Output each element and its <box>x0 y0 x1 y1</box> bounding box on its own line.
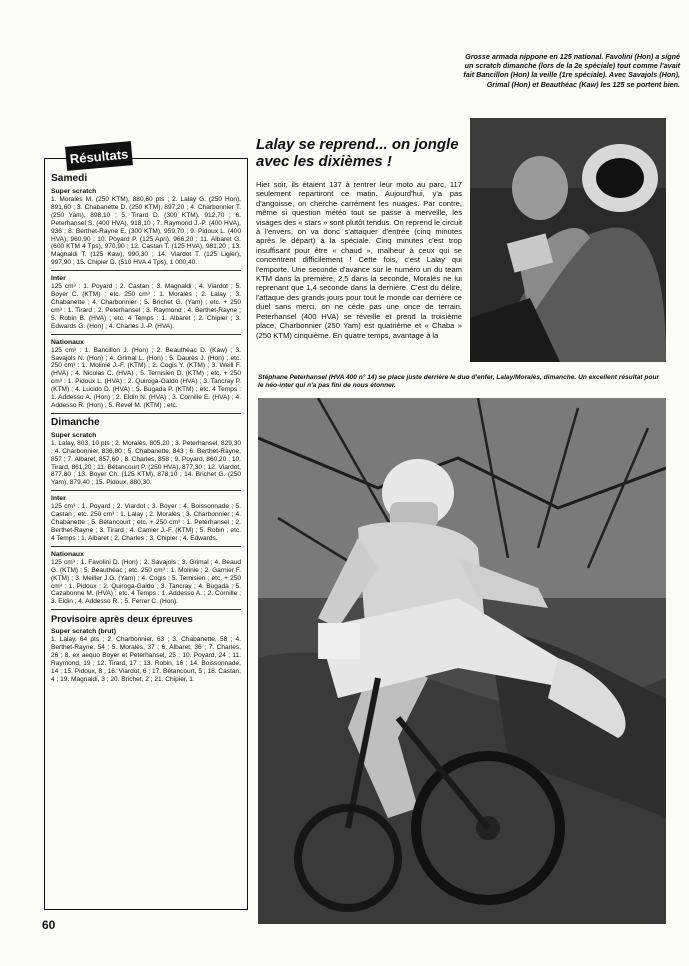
main-photo-caption: Stéphane Peterhansel (HVA 400 n° 14) se place juste derrière le duo d'enfer, Lalay/Moralès, dimanche. Un excellent résultat pour le néo-inter qui n'a pas fini de nous étonner. <box>258 374 660 390</box>
dimanche-super-scratch: 1. Lalay, 803, 10 pts ; 2. Moralès, 805,20 ; 3. Peterhansel, 829,30 ; 4. Charbonnier, 836,80 ; 5. Chabanette, 843 ; 6. Berthet-Rayne, 857 ; 7. Albaret, 857,60 ; 8. Charles, 858 ; 9. Poyard, 860,20 ; 10. Tirard, 861,20 ; 11. Bétancourt P. (250 HVA), 877,30 ; 12. Viardot, 877,80 ; 13. Boyer Ch. (125 KTM), 878,10 ; 14. Brichet G. (250 Yam), 879,40 ; 15. Pidoux, 880,30. <box>51 439 241 487</box>
dimanche-nationaux: 125 cm³ : 1. Favolini D. (Hon) ; 2. Savajols ; 3. Grimal ; 4. Beaud G. (KTM) ; 5. Beauthéac ; etc. 250 cm³ : 1. Molinie ; 2. Garnier F. (KTM) ; 3. Meiller J.G. (Yam) ; 4. Cogis ; 5. Ternisien ; etc. + 250 cm³ : 1. Pidoux ; 2. Quiroga-Galdo ; 3. Tancray ; 4. Bugada ; 5. Cazabonne M. (HVA) ; etc. 4 Temps : 1. Addesso A. ; 2. Cornille ; 3. Eldin ; 4. Addesso R. ; 5. Ferrer C. (Hon). <box>51 558 241 606</box>
photo-riders-helmets-image <box>470 118 666 362</box>
samedi-super-scratch: 1. Moralès M. (250 KTM), 880,60 pts ; 2. Lalay G. (250 Hon), 891,60 ; 3. Chabanette D. (250 KTM), 897,20 ; 4. Charbonnier T. (250 Yam), 898,10 ; 5. Tirard D. (300 KTM), 912,70 ; 6. Peterhansel S. (400 HVA), 918,10 ; 7. Raymond J.-P. (400 HVA), 936 ; 8. Berthet-Rayne E. (300 KTM), 959,70 ; 9. Pidoux L. (400 HVA), 960,90 ; 10. Poyard P. (125 Apri), 966,20 ; 11. Albaret G. (600 KTM 4 Tps), 970,90 ; 12. Castan T. (125 HVA), 981,20 ; 13. Magnaldi T. (125 Kaw), 990,30 ; 14. Viardot T. (125 Ligier), 997,90 ; 15. Chipier D. (510 HVA 4 Tps), 1 000,40. <box>51 196 241 267</box>
samedi-title: Samedi <box>51 173 88 184</box>
photo-riders-helmets <box>470 118 666 362</box>
divider <box>51 546 241 547</box>
photo-peterhansel-rider <box>258 398 666 924</box>
dimanche-nationaux-title: Nationaux <box>51 550 84 558</box>
provisoire-subtitle: Super scratch (brut) <box>51 628 116 636</box>
samedi-super-scratch-title: Super scratch <box>51 188 97 195</box>
dimanche-title: Dimanche <box>51 416 100 428</box>
provisoire-standings: 1. Lalay, 64 pts ; 2. Charbonnier, 63 ; 3. Chabanette, 58 ; 4. Berthet-Rayne, 54 ; 5. Moralès, 37 ; 6. Albaret, 36 ; 7. Charles, 26 ; 8. ex aequo Boyer et Peterhansel, 25 ; 10. Poyard, 24 ; 11. Raymond, 19 ; 12. Tirard, 17 ; 13. Robin, 16 ; 14. Boissonnade, 14 ; 15. Pidoux, 8 ; 16. Viardot, 6 ; 17. Bétancourt, 5 ; 18. Castan, 4 ; 19. Magnaldi, 3 ; 20. Brichet, 2 ; 21. Chipier, 1. <box>51 636 241 683</box>
divider <box>51 270 241 271</box>
divider <box>51 334 241 335</box>
top-photo-caption: Grosse armada nippone en 125 national. Favolini (Hon) a signé un scratch dimanche (lors de la 2e spéciale) tout comme l'avait fait Bancillon (Hon) la veille (1re spéciale). Avec Savajols (Hon), Grimal (Hon) et Beauthéac (Kaw) les 125 se portent bien. <box>463 52 680 89</box>
samedi-nationaux-title: Nationaux <box>51 338 84 346</box>
photo-peterhansel-rider-image <box>258 398 666 924</box>
article-body: Hier soir, ils étaient 137 à rentrer leur moto au parc, 117 seulement repartiront ce matin. Aujourd'hui, y'a pas d'angoisse, on cherche carrément les nuages. Par contre, même si question météo tout se passe à merveille, les visages des « stars » sont plutôt tendus. On reprend le circuit à l'envers, on va donc s'attaquer d'entrée (cinq minutes après le départ) à la spéciale. Cinq minutes c'est trop insuffisant pour être « chaud », malheur à ceux qui se concentrent difficilement ! Cette fois, c'est Lalay qui l'emporte. Une seconde d'avance sur le numéro un du team KTM dans la première, 2,5 dans la seconde, Moralès ne lui reprenant que 1,4 seconde dans la dernière. C'est du délire, l'attaque des grands jours pour tout le monde car derrière ce duel sans merci, on ne cède pas une once de terrain. Peterhansel (400 HVA) se réveille et prend la troisième place, Charbonnier (250 Yam) est quatrième et « Chaba » (250 KTM) cinquième. En quatre temps, avantage à la <box>256 180 462 340</box>
samedi-inter-title: Inter <box>51 275 66 283</box>
divider <box>51 609 241 610</box>
dimanche-super-scratch-title: Super scratch <box>51 431 97 439</box>
dimanche-inter: 125 cm³ : 1. Poyard ; 2. Viardot ; 3. Boyer ; 4. Boissonnade ; 5. Castan ; etc. 250 cm³ : 1. Lalay ; 2. Moralès ; 3. Charbonnier ; 4. Chabanette ; 5. Bétancourt ; etc. + 250 cm³ : 1. Peterhansel ; 2. Berthet-Rayne ; 3. Tirard ; 4. Camier J.-F. (KTM) ; 5. Robin ; etc. 4 Temps : 1. Albaret ; 2. Charles ; 3. Chipier ; 4. Edwards. <box>51 503 241 542</box>
samedi-inter: 125 cm³ : 1. Poyard ; 2. Castan ; 3. Magnaldi ; 4. Viardot ; 5. Boyer C. (KTM) ; etc. 250 cm³ : 1. Moralès ; 2. Lalay ; 3. Chabanette ; 4. Charbonnier ; 5. Brichet G. (Yam) ; etc. + 250 cm³ : 1. Tirard ; 2. Peterhansel ; 3. Raymond ; 4. Berthet-Rayne ; 5. Robin B. (HVA) ; etc. 4 Temps : 1. Albaret ; 2. Chipier ; 3. Edwards G. (Hon) ; 4. Charles J.-P. (HVA). <box>51 283 241 330</box>
provisoire-title: Provisoire après deux épreuves <box>51 613 193 625</box>
page-number: 60 <box>42 918 56 932</box>
article-headline: Lalay se reprend... on jongle avec les dixièmes ! <box>256 136 459 170</box>
divider <box>51 490 241 491</box>
samedi-nationaux: 125 cm³ : 1. Bancillon J. (Hon) ; 2. Beauthéac D. (Kaw) ; 3. Savajols N. (Hon) ; 4. Grimal L. (Hon) ; 5. Daurès J. (Hon) ; etc. 250 cm³ : 1. Molinié J.-F. (KTM) ; 2. Cogis Y. (KTM) ; 3. Weill F. (HVA) ; 4. Nicolas C. (HVA) ; 5. Ternisien D. (KTM) ; etc. + 250 cm³ : 1. Pidoux L. (HVA) ; 2. Quiroga-Galdo (HVA) ; 3. Tancray P. (KTM) ; 4. Lucido D. (HVA) ; 5. Bugada P. (KTM) ; etc. 4 Temps : 1. Addesso A. (Hon) ; 2. Eldin N. (HVA) ; 3. Cornille E. (HVA) ; 4. Addesso R. (Hon) ; 5. Revel M. (KTM) ; etc. <box>51 346 241 409</box>
divider <box>51 413 241 414</box>
dimanche-inter-title: Inter <box>51 495 66 503</box>
results-box <box>44 158 248 910</box>
results-badge: Résultats <box>65 141 133 171</box>
